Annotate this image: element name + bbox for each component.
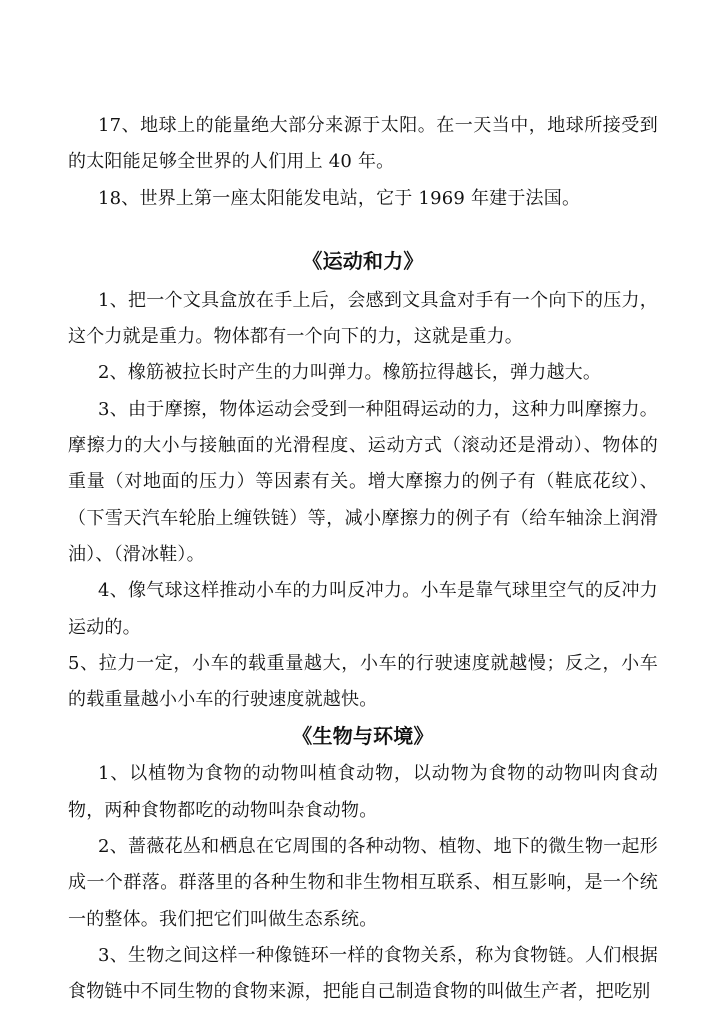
biology-paragraph-3: 3、生物之间这样一种像链环一样的食物关系，称为食物链。人们根据食物链中不同生物的食物来源，把能自己制造食物的叫做生产者，把吃别 [68,944,658,1003]
motion-paragraph-5: 5、拉力一定，小车的载重量越大，小车的行驶速度就越慢；反之，小车的载重量越小小车的行驶速度就越快。 [68,652,658,711]
section-title-biology: 《生物与环境》 [292,724,434,749]
document-body [68,108,658,1011]
motion-paragraph-1: 1、把一个文具盒放在手上后，会感到文具盒对手有一个向下的压力，这个力就是重力。物体都有一个向下的力，这就是重力。 [68,289,658,348]
section-title-motion: 《运动和力》 [302,248,424,273]
spacer [68,217,658,243]
biology-paragraph-2: 2、蔷薇花丛和栖息在它周围的各种动物、植物、地下的微生物一起形成一个群落。群落里的各种生物和非生物相互联系、相互影响，是一个统一的整体。我们把它们叫做生态系统。 [68,836,658,930]
motion-paragraph-3: 3、由于摩擦，物体运动会受到一种阻碍运动的力，这种力叫摩擦力。摩擦力的大小与接触面的光滑程度、运动方式（滚动还是滑动）、物体的重量（对地面的压力）等因素有关。增大摩擦力的例子有（鞋底花纹）、（下雪天汽车轮胎上缠铁链）等，减小摩擦力的例子有（给车轴涂上润滑油）、（滑冰鞋）。 [68,398,658,565]
biology-paragraph-1: 1、以植物为食物的动物叫植食动物，以动物为食物的动物叫肉食动物，两种食物都吃的动物叫杂食动物。 [68,763,658,821]
paragraph-18: 18、世界上第一座太阳能发电站，它于 1969 年建于法国。 [98,187,581,209]
paragraph-17: 17、地球上的能量绝大部分来源于太阳。在一天当中，地球所接受到的太阳能足够全世界的人们用上 40 年。 [68,115,658,173]
motion-paragraph-4: 4、像气球这样推动小车的力叫反冲力。小车是靠气球里空气的反冲力运动的。 [68,580,658,638]
motion-paragraph-2: 2、橡筋被拉长时产生的力叫弹力。橡筋拉得越长，弹力越大。 [98,362,602,384]
